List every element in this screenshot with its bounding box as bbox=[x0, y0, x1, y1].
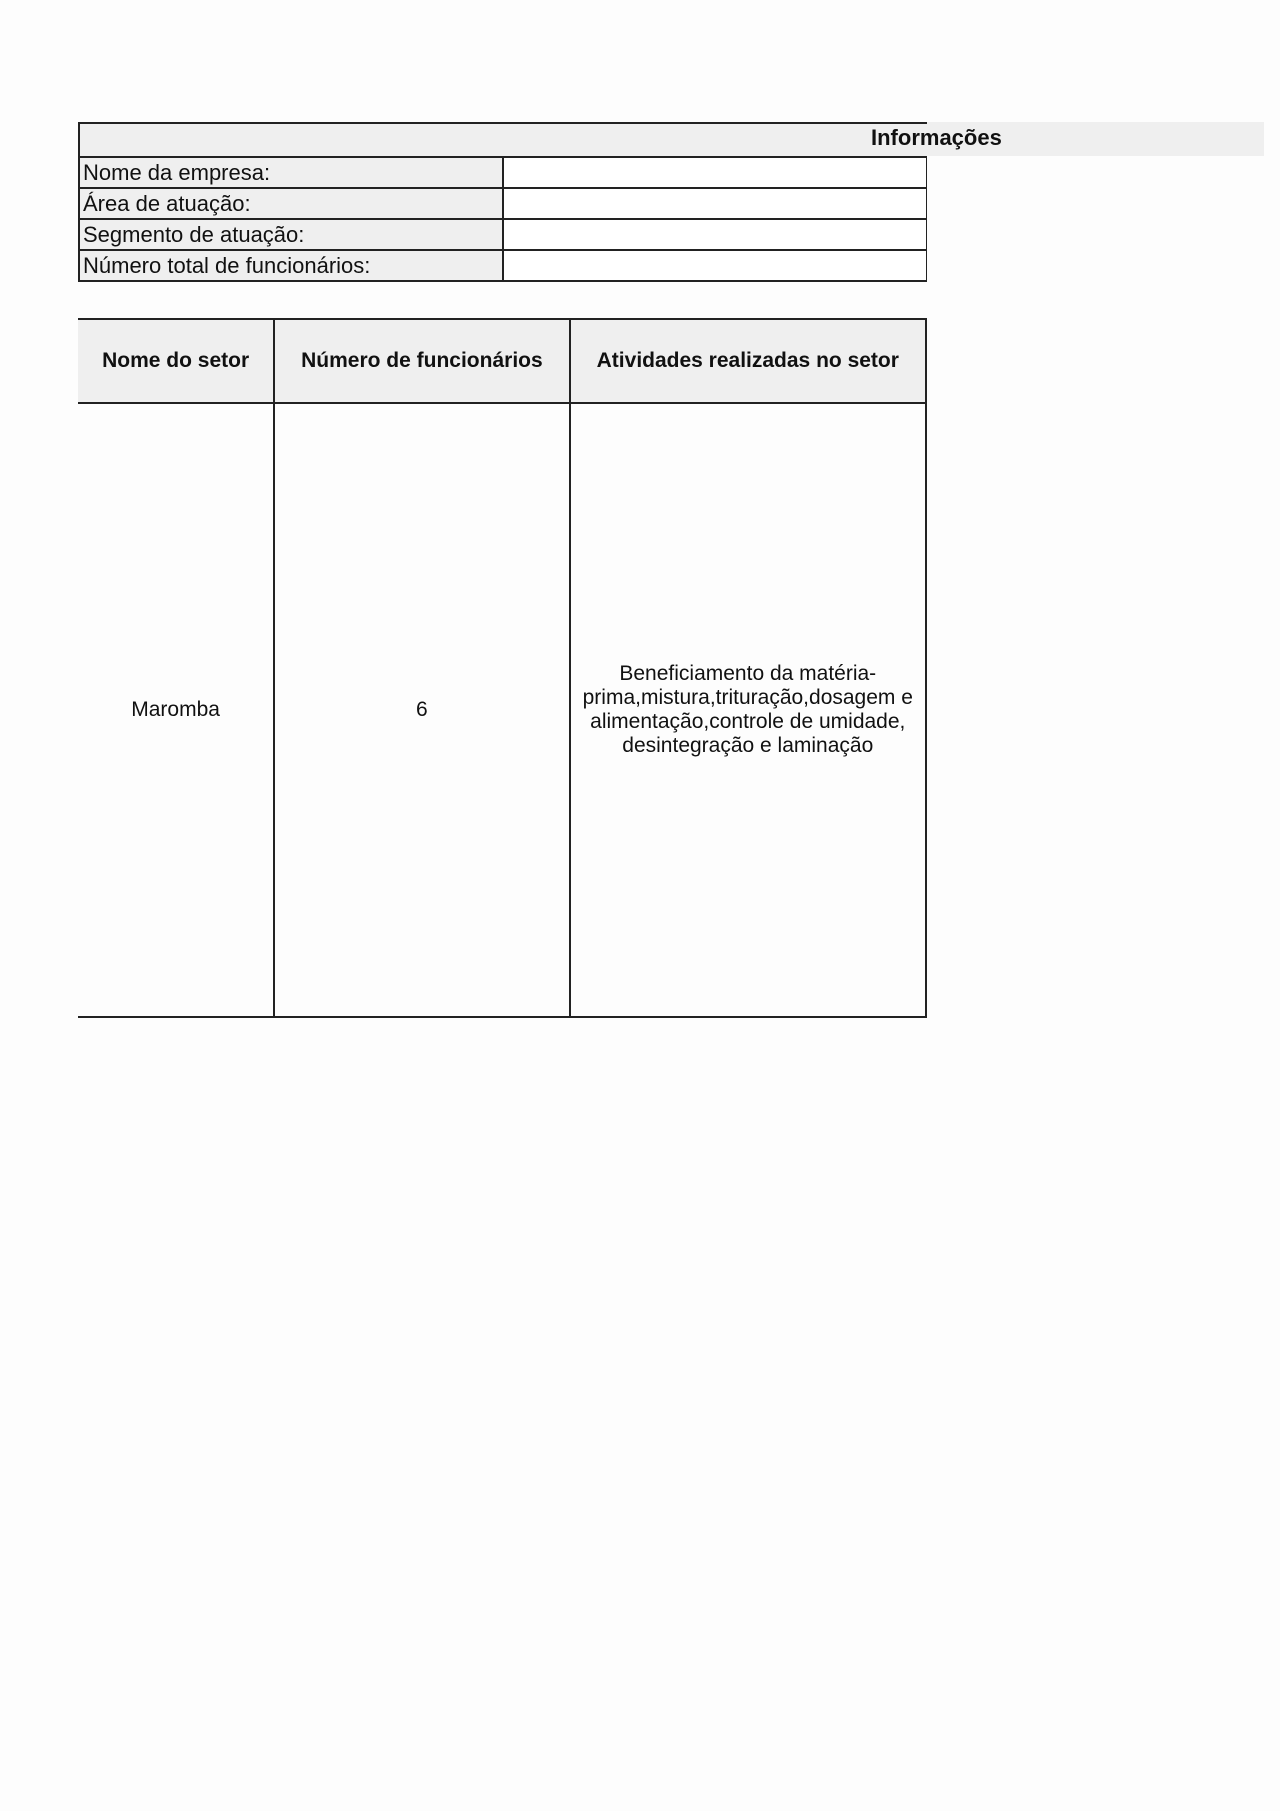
sector-table bbox=[78, 318, 927, 1018]
table-row bbox=[78, 403, 926, 1017]
info-row bbox=[79, 219, 927, 250]
sector-name-cell[interactable]: Maromba bbox=[78, 403, 274, 1017]
total-employees-value[interactable] bbox=[503, 250, 927, 281]
info-row bbox=[79, 188, 927, 219]
segment-value[interactable] bbox=[503, 219, 927, 250]
activities-text: Beneficiamento da matéria-prima,mistura,trituração,dosagem e alimentação,controle de umidade, desintegração e laminação bbox=[582, 662, 913, 757]
info-title-cell bbox=[79, 123, 927, 157]
sector-header-row bbox=[78, 319, 926, 403]
sector-name-header: Nome do setor bbox=[78, 319, 274, 403]
company-info-table bbox=[78, 122, 927, 282]
segment-label: Segmento de atuação: bbox=[79, 219, 503, 250]
activities-header: Atividades realizadas no setor bbox=[570, 319, 926, 403]
info-title: Informações bbox=[871, 125, 1002, 150]
total-employees-label: Número total de funcionários: bbox=[79, 250, 503, 281]
activities-cell[interactable] bbox=[570, 403, 926, 1017]
company-name-value[interactable] bbox=[503, 157, 927, 188]
info-title-row bbox=[79, 123, 927, 157]
area-label: Área de atuação: bbox=[79, 188, 503, 219]
employee-count-cell[interactable]: 6 bbox=[274, 403, 569, 1017]
info-row bbox=[79, 250, 927, 281]
info-row bbox=[79, 157, 927, 188]
employee-count-header: Número de funcionários bbox=[274, 319, 569, 403]
company-name-label: Nome da empresa: bbox=[79, 157, 503, 188]
area-value[interactable] bbox=[503, 188, 927, 219]
